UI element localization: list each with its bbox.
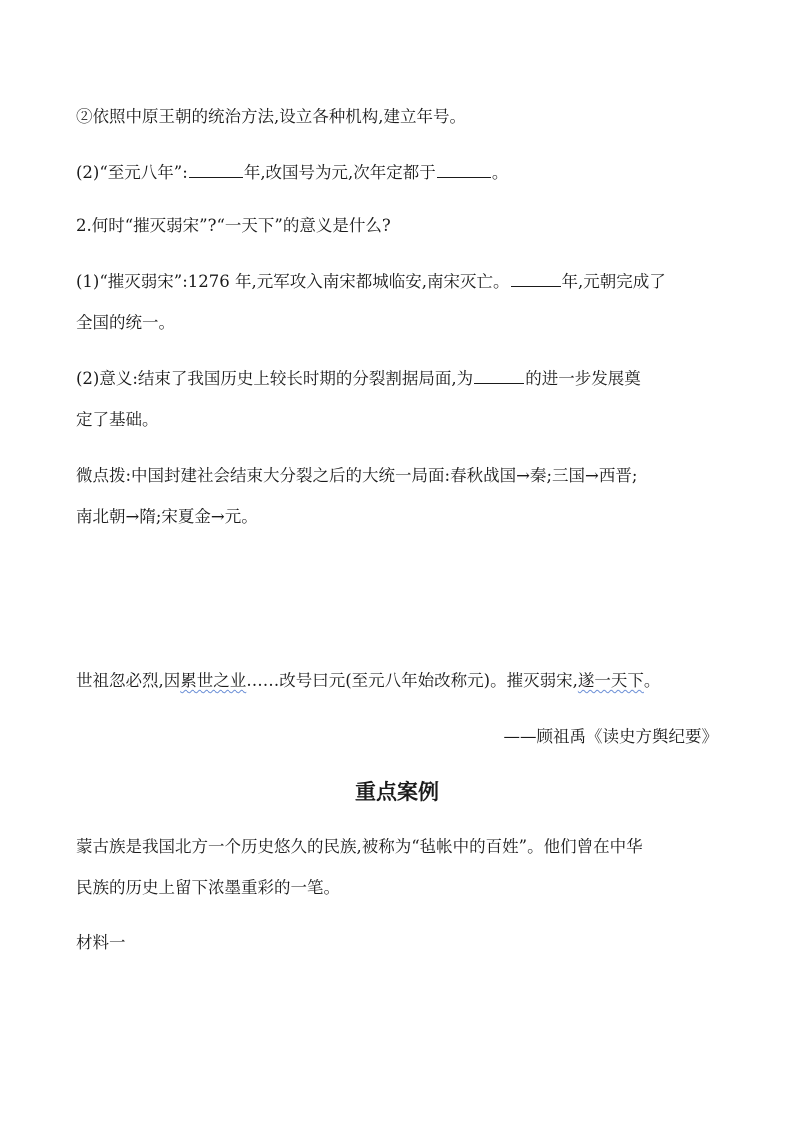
question-heading: [76, 215, 720, 237]
paragraph-text: 年,改国号为元,次年定都于: [243, 163, 436, 182]
text-line-1: [76, 106, 720, 128]
paragraph-text: (2)“至元八年”:: [76, 163, 188, 182]
quote-fragment: ……改号曰元(至元八年始改称元)。摧灭弱宋,: [246, 671, 578, 690]
quote-underlined-phrase: 遂一天下: [577, 671, 644, 690]
fill-in-blank[interactable]: [511, 272, 561, 287]
paragraph-text: (1)“摧灭弱宋”:1276 年,元军攻入南宋都城临安,南宋灭亡。: [76, 272, 510, 291]
paragraph-text: (2)意义:结束了我国历史上较长时期的分裂割据局面,为: [76, 369, 474, 388]
section-title: 重点案例: [355, 780, 439, 804]
quote-fragment: 。: [643, 671, 661, 690]
quote-source: [74, 726, 718, 748]
quote-fragment: 世祖忽必烈,因: [76, 671, 181, 690]
question-text: 2.何时“摧灭弱宋”?“一天下”的意义是什么?: [76, 216, 391, 235]
fill-in-blank[interactable]: [474, 369, 524, 384]
quote-source-text: ——顾祖禹《读史方舆纪要》: [503, 727, 718, 746]
paragraph-text: 年,元朝完成了: [561, 272, 666, 291]
intro-line-1: [76, 836, 720, 858]
text-line-4b: [76, 312, 720, 334]
intro-text: 民族的历史上留下浓墨重彩的一笔。: [76, 878, 340, 897]
tip-line-2: [76, 506, 720, 528]
paragraph-text: ②依照中原王朝的统治方法,设立各种机构,建立年号。: [76, 107, 466, 126]
tip-text: 微点拨:中国封建社会结束大分裂之后的大统一局面:春秋战国→秦;三国→西晋;: [76, 466, 638, 485]
fill-in-blank[interactable]: [189, 163, 243, 178]
quote-underlined-phrase: 累世之业: [180, 671, 247, 690]
intro-text: 蒙古族是我国北方一个历史悠久的民族,被称为“毡帐中的百姓”。他们曾在中华: [76, 837, 643, 856]
paragraph-text: 的进一步发展奠: [525, 369, 641, 388]
text-line-5b: [76, 409, 720, 431]
material-label: [76, 932, 720, 954]
intro-line-2: [76, 877, 720, 899]
quote-text: [76, 670, 720, 692]
paragraph-text: 定了基础。: [76, 410, 159, 429]
tip-text: 南北朝→隋;宋夏金→元。: [76, 507, 258, 526]
paragraph-text: 全国的统一。: [76, 313, 175, 332]
text-line-2: [76, 162, 720, 184]
text-line-5: [76, 368, 720, 390]
text-line-4: [76, 271, 720, 293]
paragraph-text: 。: [491, 163, 509, 182]
fill-in-blank[interactable]: [437, 163, 491, 178]
tip-line-1: [76, 465, 720, 487]
material-label-text: 材料一: [76, 933, 126, 952]
